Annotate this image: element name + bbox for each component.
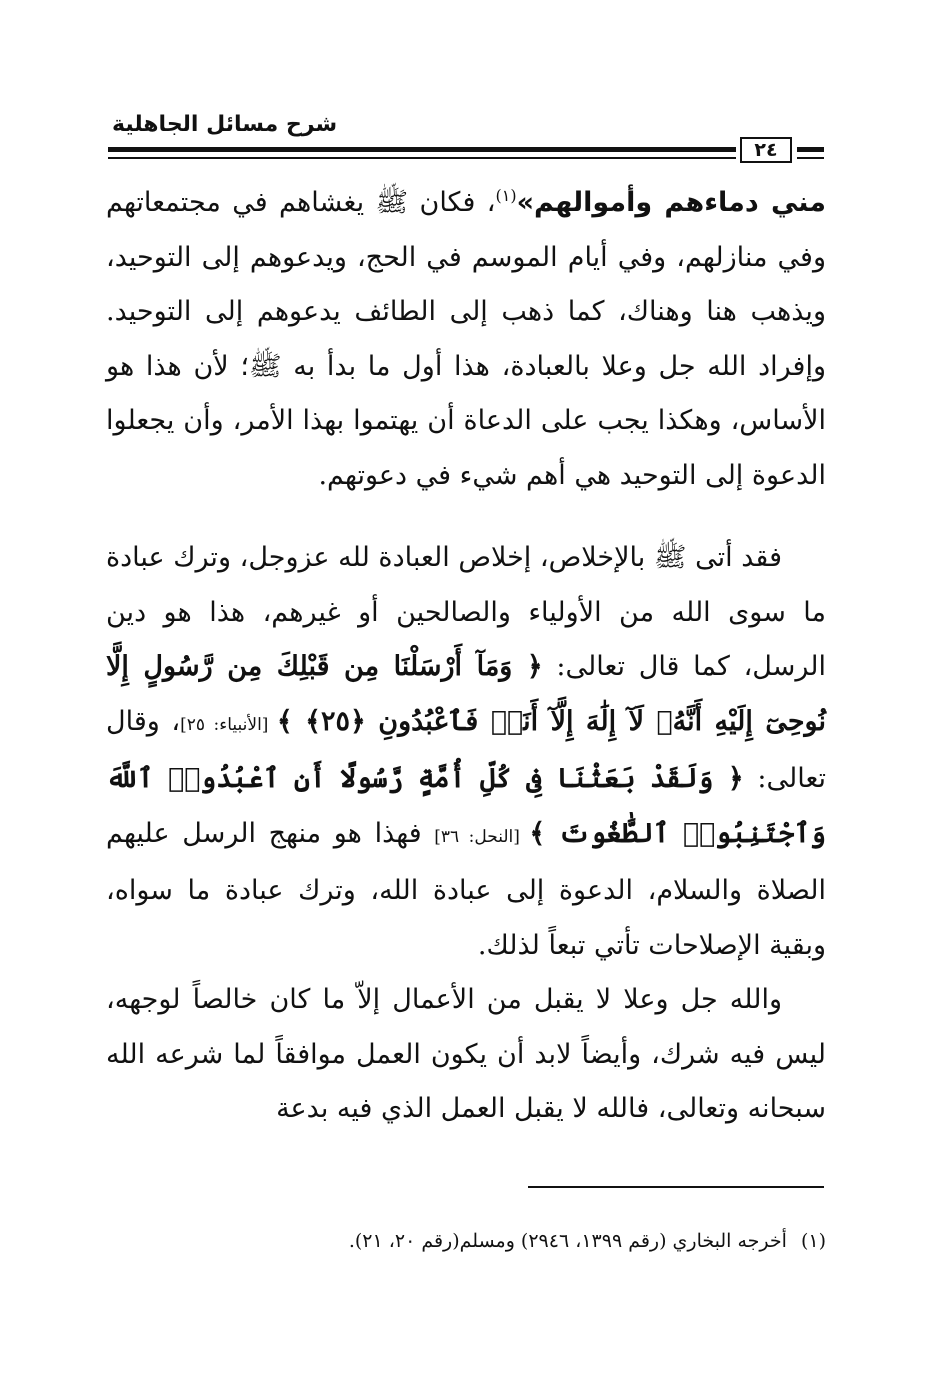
verse-citation-anbiya: [الأنبياء: ٢٥] bbox=[180, 714, 277, 735]
page-number: ٢٤ bbox=[740, 137, 792, 163]
paragraph-3: والله جل وعلا لا يقبل من الأعمال إلاّ ما كان خالصاً لوجهه، ليس فيه شرك، وأيضاً لابد أن يكون العمل موافقاً لما شرعه الله سبحانه وتعالى، فالله لا يقبل العمل الذي فيه بدعة bbox=[106, 984, 826, 1124]
header-rule-end-thin bbox=[797, 157, 824, 159]
verse-citation-nahl: [النحل: ٣٦] bbox=[434, 826, 530, 847]
quran-verse-nahl: ﴿ وَلَقَدْ بَعَثْنَا فِى كُلِّ أُمَّةٍ رَّسُولًا أَنِ ٱعْبُدُوا۟ ٱللَّهَ وَٱجْتَنِبُوا۟ ٱلطَّٰغُوتَ ﴾ bbox=[106, 763, 826, 849]
footnote-separator bbox=[528, 1186, 824, 1188]
footnote-reference: (١) bbox=[495, 186, 517, 205]
paragraph-2 bbox=[106, 531, 826, 973]
body-text bbox=[106, 176, 826, 1137]
paragraph-1-text: ، فكان ﷺ يغشاهم في مجتمعاتهم وفي منازلهم، وفي أيام الموسم في الحج، ويدعوهم إلى التوحيد، ويذهب هنا وهناك، كما ذهب إلى الطائف يدعوهم إلى التوحيد. وإفراد الله جل وعلا بالعبادة، هذا أول ما بدأ به ﷺ؛ لأن هذا هو الأساس، وهكذا يجب على الدعاة أن يهتموا بهذا الأمر، وأن يجعلوا الدعوة إلى التوحيد هي أهم شيء في دعوتهم. bbox=[106, 187, 826, 491]
paragraph-2-text-b: ، وقال تعالى: bbox=[106, 705, 826, 794]
header-rule-thick bbox=[108, 147, 736, 152]
header-rule-end-thick bbox=[797, 147, 824, 152]
paragraph-1-opening: مني دماءهم وأموالهم» bbox=[516, 187, 826, 218]
quran-verse-anbiya: ﴿ وَمَآ أَرْسَلْنَا مِن قَبْلِكَ مِن رَّسُولٍ إِلَّا نُوحِىٓ إِلَيْهِ أَنَّهُۥ لَآ إِلَٰهَ إِلَّآ أَنَا۠ فَٱعْبُدُونِ ﴿٢٥﴾ ﴾ bbox=[106, 651, 827, 737]
paragraph-2-text-a: فقد أتى ﷺ بالإخلاص، إخلاص العبادة لله عزوجل، وترك عبادة ما سوى الله من الأولياء والصالحين أو غيرهم، هذا هو دين الرسل، كما قال تعالى: bbox=[106, 542, 827, 682]
footnote bbox=[106, 1225, 826, 1257]
paragraph-1 bbox=[106, 176, 826, 503]
footnote-number: (١) bbox=[800, 1230, 826, 1252]
footnote-text: أخرجه البخاري (رقم ١٣٩٩، ٢٩٤٦) ومسلم(رقم ٢٠، ٢١). bbox=[348, 1230, 787, 1252]
paragraph-2-text-c: فهذا هو منهج الرسل عليهم الصلاة والسلام، الدعوة إلى عبادة الله، وترك عبادة ما سواه، وبقية الإصلاحات تأتي تبعاً لذلك. bbox=[106, 817, 826, 961]
header-rule-thin bbox=[108, 157, 736, 159]
running-title: شرح مسائل الجاهلية bbox=[112, 112, 338, 137]
